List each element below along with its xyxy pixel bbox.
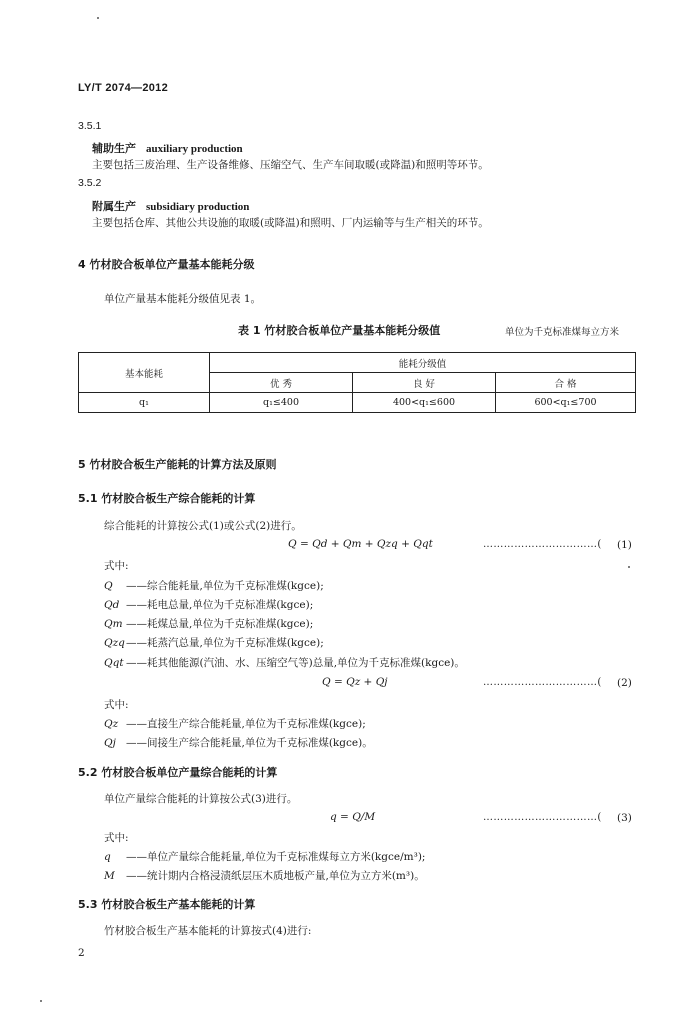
value-excellent: q₁≤400: [210, 393, 353, 413]
table-unit: 单位为千克标准煤每立方米: [505, 327, 620, 338]
section-heading: 4 竹材胶合板单位产量基本能耗分级: [78, 258, 255, 271]
symbol-text: ——间接生产综合能耗量,单位为千克标准煤(kgce)。: [126, 737, 373, 749]
symbol: Qd: [104, 599, 120, 611]
symbol: q: [104, 851, 111, 863]
symbol-definition: [104, 849, 425, 864]
standard-header: LY/T 2074—2012: [78, 82, 169, 94]
table-header-group: 能耗分级值: [210, 353, 636, 373]
paragraph: 单位产量综合能耗的计算按公式(3)进行。: [104, 793, 298, 805]
paragraph: 综合能耗的计算按公式(1)或公式(2)进行。: [104, 520, 302, 532]
term-heading: [92, 195, 249, 214]
term-definition: 主要包括三废治理、生产设备维修、压缩空气、生产车间取暖(或降温)和照明等环节。: [92, 159, 489, 171]
term-definition: 主要包括仓库、其他公共设施的取暖(或降温)和照明、厂内运输等与生产相关的环节。: [92, 217, 489, 229]
scan-speck: [97, 17, 99, 19]
equation-number: (3): [617, 812, 632, 824]
clause-number: 3.5.1: [78, 120, 102, 132]
symbol-definition: [104, 616, 313, 631]
where-label: 式中:: [104, 699, 129, 711]
row-label: q₁: [79, 393, 210, 413]
symbol-text: ——耗煤总量,单位为千克标准煤(kgce);: [126, 618, 314, 630]
symbol-text: ——耗电总量,单位为千克标准煤(kgce);: [126, 599, 314, 611]
symbol-text: ——耗蒸汽总量,单位为千克标准煤(kgce);: [126, 637, 324, 649]
grade-qualified: 合 格: [496, 373, 636, 393]
scan-speck: [40, 1000, 42, 1002]
symbol-definition: [104, 597, 313, 612]
leader-dots: ……………………………(: [483, 677, 602, 688]
scan-speck: [628, 566, 630, 568]
grade-excellent: 优 秀: [210, 373, 353, 393]
clause-number: 3.5.2: [78, 177, 102, 189]
subsection-heading: 5.2 竹材胶合板单位产量综合能耗的计算: [78, 766, 278, 779]
symbol-text: ——综合能耗量,单位为千克标准煤(kgce);: [126, 580, 324, 592]
table-header-basic-energy: 基本能耗: [79, 353, 210, 393]
value-good: 400<q₁≤600: [353, 393, 496, 413]
symbol: Qzq: [104, 637, 125, 649]
symbol-text: ——耗其他能源(汽油、水、压缩空气等)总量,单位为千克标准煤(kgce)。: [126, 657, 465, 669]
symbol-text: ——统计期内合格浸渍纸层压木质地板产量,单位为立方米(m³)。: [126, 870, 425, 882]
paragraph: 竹材胶合板生产基本能耗的计算按式(4)进行:: [104, 925, 312, 937]
subsection-heading: 5.1 竹材胶合板生产综合能耗的计算: [78, 492, 256, 505]
subsection-heading: 5.3 竹材胶合板生产基本能耗的计算: [78, 898, 256, 911]
energy-grade-table: [78, 352, 636, 413]
where-label: 式中:: [104, 832, 129, 844]
symbol: Qj: [104, 737, 116, 749]
section-heading: 5 竹材胶合板生产能耗的计算方法及原则: [78, 458, 277, 471]
symbol-definition: [104, 578, 324, 593]
page-number: 2: [78, 947, 85, 959]
paragraph: 单位产量基本能耗分级值见表 1。: [104, 293, 262, 305]
formula-1: Q = Qd + Qm + Qzq + Qqt: [288, 538, 433, 550]
leader-dots: ……………………………(: [483, 812, 602, 823]
symbol-text: ——直接生产综合能耗量,单位为千克标准煤(kgce);: [126, 718, 366, 730]
symbol-definition: [104, 716, 366, 731]
grade-good: 良 好: [353, 373, 496, 393]
table-title: 表 1 竹材胶合板单位产量基本能耗分级值: [238, 324, 441, 337]
symbol: M: [104, 870, 115, 882]
formula-2: Q = Qz + Qj: [322, 676, 388, 688]
symbol-text: ——单位产量综合能耗量,单位为千克标准煤每立方米(kgce/m³);: [126, 851, 426, 863]
term-heading: [92, 137, 243, 156]
symbol-definition: [104, 655, 465, 670]
value-qualified: 600<q₁≤700: [496, 393, 636, 413]
symbol-definition: [104, 868, 425, 883]
formula-3: q = Q/M: [330, 811, 376, 823]
equation-number: (2): [617, 677, 632, 689]
term-cn: 附属生产: [92, 200, 136, 213]
term-en: auxiliary production: [146, 143, 243, 155]
symbol-definition: [104, 735, 373, 750]
symbol: Qqt: [104, 657, 124, 669]
equation-number: (1): [617, 539, 632, 551]
symbol: Q: [104, 580, 113, 592]
where-label: 式中:: [104, 560, 129, 572]
term-cn: 辅助生产: [92, 142, 136, 155]
symbol-definition: [104, 635, 324, 650]
leader-dots: ……………………………(: [483, 539, 602, 550]
symbol: Qm: [104, 618, 123, 630]
term-en: subsidiary production: [146, 201, 250, 213]
symbol: Qz: [104, 718, 119, 730]
